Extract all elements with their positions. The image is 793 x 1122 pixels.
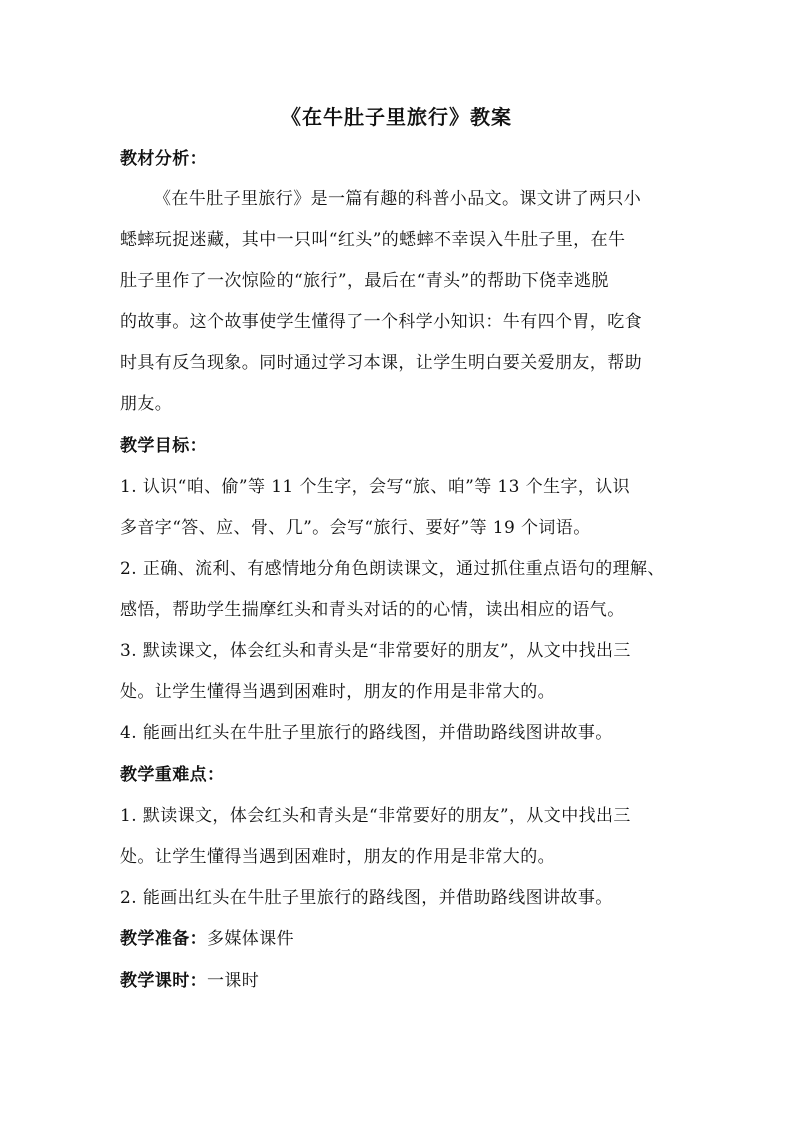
section-heading-key-points: 教学重难点： [120, 765, 225, 785]
key-points-line: 处。让学生懂得当遇到困难时，朋友的作用是非常大的。 [120, 847, 555, 867]
goals-line: 多音字“答、应、骨、几”。会写“旅行、要好”等 19 个词语。 [120, 518, 591, 538]
key-points-line: 1. 默读课文，体会红头和青头是“非常要好的朋友”，从文中找出三 [120, 806, 631, 826]
analysis-line: 的故事。这个故事使学生懂得了一个科学小知识：牛有四个胃，吃食 [120, 312, 642, 332]
preparation-row [120, 927, 294, 951]
periods-label: 教学课时： [120, 971, 207, 991]
document-title: 《在牛肚子里旅行》教案 [281, 105, 512, 129]
goals-line: 1. 认识“咱、偷”等 11 个生字，会写“旅、咱”等 13 个生字，认识 [120, 477, 631, 497]
section-heading-goals: 教学目标： [120, 436, 207, 456]
analysis-line: 蟋蟀玩捉迷藏，其中一只叫“红头”的蟋蟀不幸误入牛肚子里，在牛 [120, 230, 626, 250]
periods-value: 一课时 [207, 971, 260, 991]
goals-line: 感悟，帮助学生揣摩红头和青头对话的的心情，读出相应的语气。 [120, 600, 625, 620]
preparation-value: 多媒体课件 [207, 929, 294, 949]
section-heading-analysis: 教材分析： [120, 149, 207, 169]
periods-row [120, 969, 259, 993]
key-points-line: 2. 能画出红头在牛肚子里旅行的路线图，并借助路线图讲故事。 [120, 888, 613, 908]
goals-line: 处。让学生懂得当遇到困难时，朋友的作用是非常大的。 [120, 682, 555, 702]
goals-line: 4. 能画出红头在牛肚子里旅行的路线图，并借助路线图讲故事。 [120, 723, 613, 743]
analysis-line: 朋友。 [120, 394, 173, 414]
preparation-label: 教学准备： [120, 929, 207, 949]
goals-line: 3. 默读课文，体会红头和青头是“非常要好的朋友”，从文中找出三 [120, 641, 631, 661]
analysis-line: 肚子里作了一次惊险的“旅行”，最后在“青头”的帮助下侥幸逃脱 [120, 271, 609, 291]
goals-line: 2. 正确、流利、有感情地分角色朗读课文，通过抓住重点语句的理解、 [120, 559, 665, 579]
analysis-line: 时具有反刍现象。同时通过学习本课，让学生明白要关爱朋友，帮助 [120, 353, 642, 373]
analysis-line: 《在牛肚子里旅行》是一篇有趣的科普小品文。课文讲了两只小 [154, 189, 642, 209]
